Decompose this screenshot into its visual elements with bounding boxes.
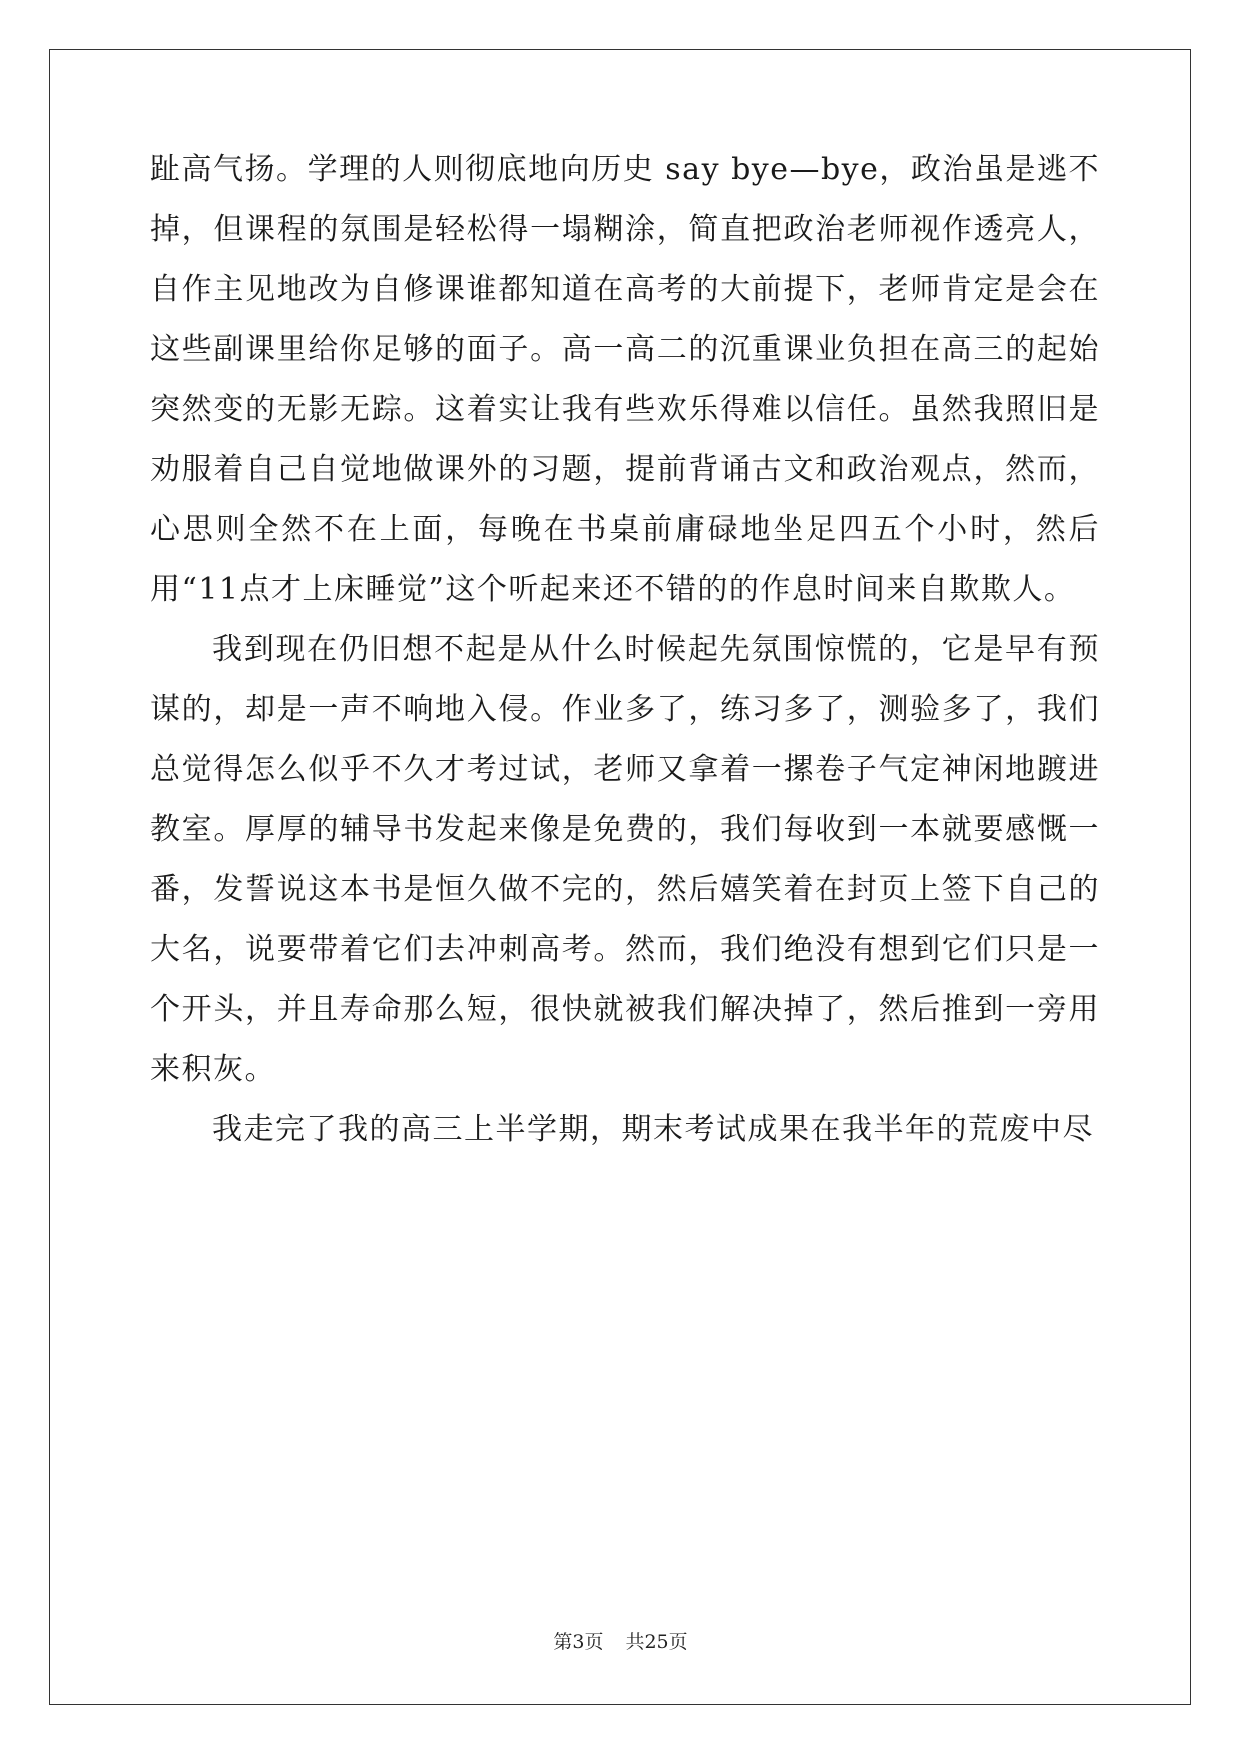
page-number: 第3页 [553, 1631, 604, 1653]
page-total: 共25页 [625, 1631, 688, 1653]
page-footer [0, 1630, 1241, 1654]
paragraph-continuation: 趾高气扬。学理的人则彻底地向历史 say bye—bye，政治虽是逃不掉，但课程的氛围是轻松得一塌糊涂，简直把政治老师视作透亮人，自作主见地改为自修课谁都知道在高考的大前提下，老师肯定是会在这些副课里给你足够的面子。高一高二的沉重课业负担在高三的起始突然变的无影无踪。这着实让我有些欢乐得难以信任。虽然我照旧是劝服着自己自觉地做课外的习题，提前背诵古文和政治观点，然而，心思则全然不在上面，每晚在书桌前庸碌地坐足四五个小时，然后用“11点才上床睡觉”这个听起来还不错的的作息时间来自欺欺人。 [150, 152, 1100, 607]
paragraph: 我走完了我的高三上半学期，期末考试成果在我半年的荒废中尽 [212, 1112, 1094, 1147]
paragraph: 我到现在仍旧想不起是从什么时候起先氛围惊慌的，它是早有预谋的，却是一声不响地入侵。作业多了，练习多了，测验多了，我们总觉得怎么似乎不久才考过试，老师又拿着一摞卷子气定神闲地踱进教室。厚厚的辅导书发起来像是免费的，我们每收到一本就要感慨一番，发誓说这本书是恒久做不完的，然后嬉笑着在封页上签下自己的大名，说要带着它们去冲刺高考。然而，我们绝没有想到它们只是一个开头，并且寿命那么短，很快就被我们解决掉了，然后推到一旁用来积灰。 [150, 632, 1100, 1087]
body-text [150, 140, 1100, 1160]
